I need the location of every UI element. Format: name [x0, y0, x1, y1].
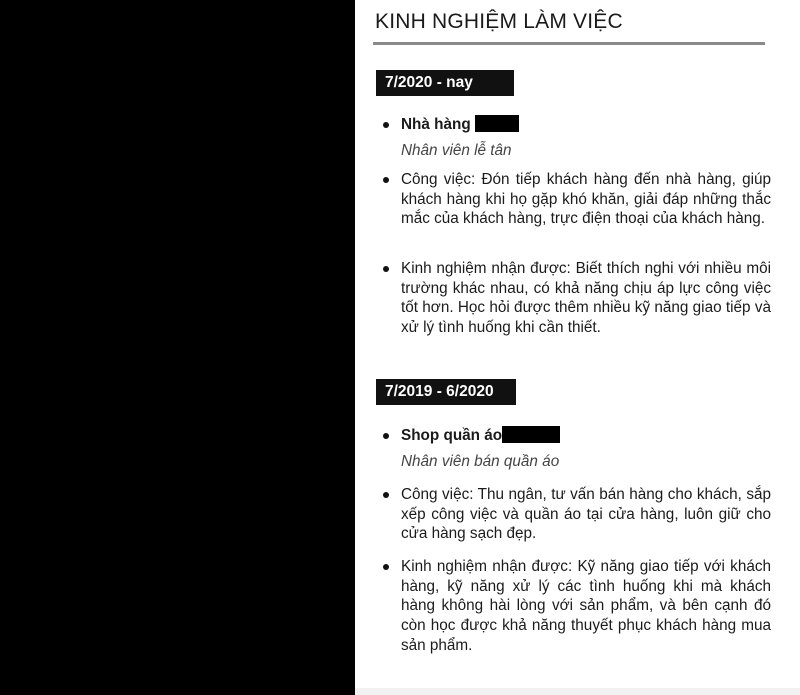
job-experience-item	[401, 557, 771, 656]
bullet-icon	[383, 564, 389, 570]
job-period-badge: 7/2019 - 6/2020	[376, 379, 516, 405]
bullet-icon	[383, 266, 389, 272]
page-bottom-edge	[355, 688, 800, 695]
redaction-block	[475, 115, 519, 132]
blacked-out-panel	[0, 0, 355, 695]
job-period-badge: 7/2020 - nay	[376, 70, 514, 96]
job-role: Nhân viên lễ tân	[401, 141, 512, 159]
bullet-icon	[383, 433, 389, 439]
job-duties: Công việc: Thu ngân, tư vấn bán hàng cho khách, sắp xếp công việc và quần áo tại cửa hàng, luôn giữ cho cửa hàng sạch đẹp.	[401, 486, 771, 543]
job-duties-item	[401, 170, 771, 229]
job-duties-item	[401, 485, 771, 544]
job-role: Nhân viên bán quần áo	[401, 452, 560, 470]
employer-name: Nhà hàng	[401, 116, 471, 133]
bullet-icon	[383, 177, 389, 183]
job-employer-item	[401, 426, 771, 471]
job-duties: Công việc: Đón tiếp khách hàng đến nhà hàng, giúp khách hàng khi họ gặp khó khăn, giải đáp những thắc mắc của khách hàng, trực điện thoại của khách hàng.	[401, 171, 771, 228]
bullet-icon	[383, 122, 389, 128]
redaction-block	[502, 426, 560, 443]
job-experience: Kinh nghiệm nhận được: Kỹ năng giao tiếp với khách hàng, kỹ năng xử lý các tình huống khi mà khách hàng không hài lòng với sản phẩm, và bên cạnh đó còn học được khả năng thuyết phục khách hàng mua sản phẩm.	[401, 558, 771, 654]
section-title: KINH NGHIỆM LÀM VIỆC	[375, 10, 623, 33]
cv-document	[355, 0, 800, 695]
job-experience: Kinh nghiệm nhận được: Biết thích nghi với nhiều môi trường khác nhau, có khả năng chịu áp lực công việc tốt hơn. Học hỏi được thêm nhiều kỹ năng giao tiếp và xử lý tình huống khi cần thiết.	[401, 260, 771, 337]
employer-name: Shop quần áo	[401, 427, 503, 444]
title-divider	[373, 42, 765, 45]
job-employer-item	[401, 115, 771, 160]
job-experience-item	[401, 259, 771, 338]
bullet-icon	[383, 492, 389, 498]
